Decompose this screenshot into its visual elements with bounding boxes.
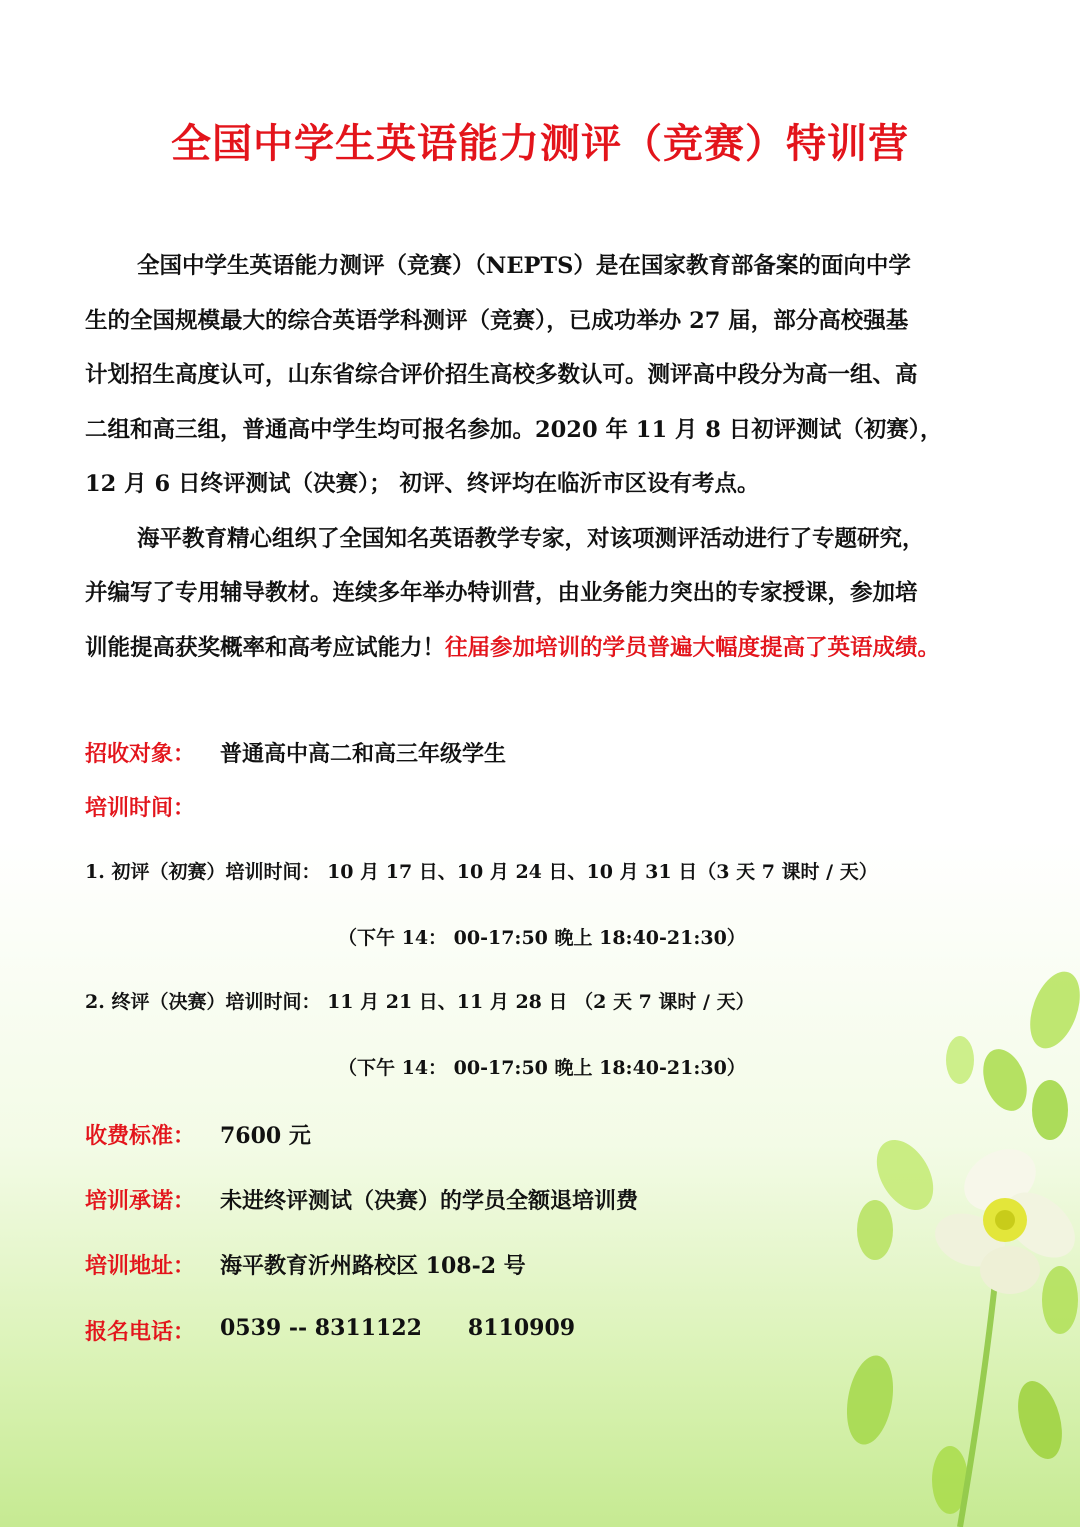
schedule-final: 2. 终评（决赛）培训时间： 11 月 21 日、11 月 28 日 （2 天 7 课时 / 天）	[85, 991, 755, 1013]
fee-label: 收费标准：	[85, 1124, 196, 1149]
paragraph-text: 训能提高获奖概率和高考应试能力！	[85, 635, 446, 661]
schedule-preliminary-hours: （下午 14： 00-17:50 晚上 18:40-21:30）	[338, 927, 746, 949]
highlight-text: 往届参加培训的学员普遍大幅度提高了英语成绩。	[445, 635, 941, 661]
fee-value: 7600 元	[220, 1123, 311, 1149]
phone-label: 报名电话：	[85, 1320, 196, 1345]
target-value: 普通高中高二和高三年级学生	[220, 741, 507, 767]
paragraph-line	[85, 630, 940, 662]
paragraph-line: 并编写了专用辅导教材。连续多年举办特训营，由业务能力突出的专家授课，参加培	[85, 580, 918, 606]
promise-value: 未进终评测试（决赛）的学员全额退培训费	[220, 1188, 639, 1214]
phone-value: 0539 -- 8311122 8110909	[220, 1315, 576, 1341]
promise-label: 培训承诺：	[85, 1189, 196, 1214]
address-value: 海平教育沂州路校区 108-2 号	[220, 1253, 526, 1279]
schedule-final-hours: （下午 14： 00-17:50 晚上 18:40-21:30）	[338, 1057, 746, 1079]
paragraph-line: 生的全国规模最大的综合英语学科测评（竞赛），已成功举办 27 届，部分高校强基	[85, 308, 909, 334]
paragraph-line: 计划招生高度认可，山东省综合评价招生高校多数认可。测评高中段分为高一组、高	[85, 362, 918, 388]
paragraph-line: 全国中学生英语能力测评（竞赛）（NEPTS）是在国家教育部备案的面向中学	[137, 253, 911, 279]
page-title: 全国中学生英语能力测评（竞赛）特训营	[171, 121, 909, 167]
training-time-label: 培训时间：	[85, 796, 196, 821]
paragraph-line: 12 月 6 日终评测试（决赛）； 初评、终评均在临沂市区设有考点。	[85, 471, 760, 497]
paragraph-line: 二组和高三组，普通高中学生均可报名参加。2020 年 11 月 8 日初评测试（初赛），	[85, 417, 943, 443]
target-label: 招收对象：	[85, 742, 196, 767]
schedule-preliminary: 1. 初评（初赛）培训时间： 10 月 17 日、10 月 24 日、10 月 31 日（3 天 7 课时 / 天）	[85, 861, 878, 883]
paragraph-line: 海平教育精心组织了全国知名英语教学专家，对该项测评活动进行了专题研究，	[137, 526, 925, 552]
address-label: 培训地址：	[85, 1254, 196, 1279]
